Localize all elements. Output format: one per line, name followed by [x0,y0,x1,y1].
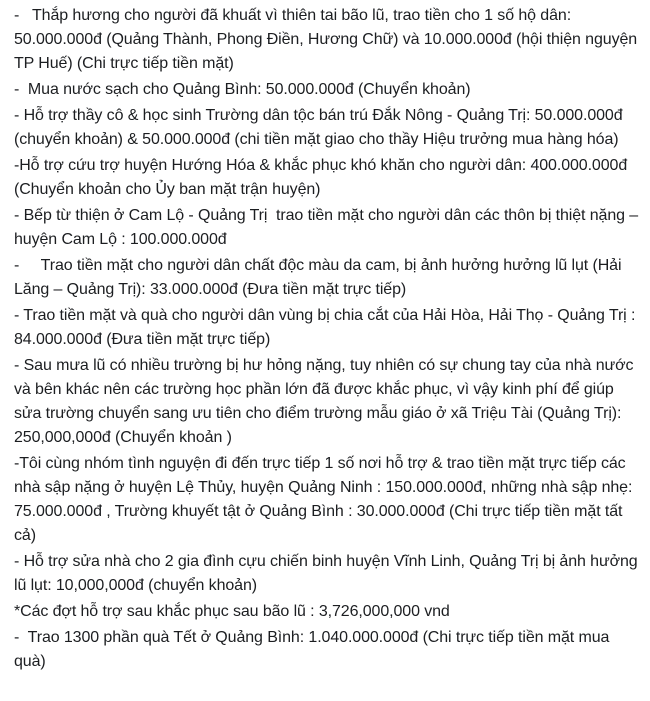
paragraph-huong-hoa-relief: -Hỗ trợ cứu trợ huyện Hướng Hóa & khắc phục khó khăn cho người dân: 400.000.000đ (Chuyển khoản cho Ủy ban mặt trận huyện) [14,157,632,198]
post-body [14,4,644,676]
paragraph-clean-water: - Mua nước sạch cho Quảng Bình: 50.000.000đ (Chuyển khoản) [14,81,471,98]
paragraph-incense-offering: - Thắp hương cho người đã khuất vì thiên tai bão lũ, trao tiền cho 1 số hộ dân: 50.000.000đ (Quảng Thành, Phong Điền, Hương Chữ) và 10.000.000đ (hội thiện nguyện TP Huế) (Chi trực tiếp tiền mặt) [14,7,642,72]
paragraph-total-summary: *Các đợt hỗ trợ sau khắc phục sau bão lũ : 3,726,000,000 vnd [14,603,450,620]
paragraph-tet-gifts: - Trao 1300 phần quà Tết ở Quảng Bình: 1.040.000.000đ (Chi trực tiếp tiền mặt mua quà) [14,629,614,670]
paragraph-veteran-houses: - Hỗ trợ sửa nhà cho 2 gia đình cựu chiến binh huyện Vĩnh Linh, Quảng Trị bị ảnh hưởng lũ lụt: 10,000,000đ (chuyển khoản) [14,553,642,594]
paragraph-volunteer-group: -Tôi cùng nhóm tình nguyện đi đến trực tiếp 1 số nơi hỗ trợ & trao tiền mặt trực tiếp các nhà sập nặng ở huyện Lệ Thủy, huyện Quảng Ninh : 150.000.000đ, những nhà sập nhẹ: 75.000.000đ , Trường khuyết tật ở Quảng Bình : 30.000.000đ (Chi trực tiếp tiền mặt tất cả) [14,455,637,544]
paragraph-trieu-tai-school: - Sau mưa lũ có nhiều trường bị hư hỏng nặng, tuy nhiên có sự chung tay của nhà nước và bên khác nên các trường học phần lớn đã được khắc phục, vì vậy kinh phí để giúp sửa trường chuyển sang ưu tiên cho điểm trường mẫu giáo ở xã Triệu Tài (Quảng Trị): 250,000,000đ (Chuyển khoản ) [14,357,638,446]
paragraph-agent-orange: - Trao tiền mặt cho người dân chất độc màu da cam, bị ảnh hưởng hưởng lũ lụt (Hải Lăng – Quảng Trị): 33.000.000đ (Đưa tiền mặt trực tiếp) [14,257,626,298]
paragraph-hai-hoa-hai-tho: - Trao tiền mặt và quà cho người dân vùng bị chia cắt của Hải Hòa, Hải Thọ - Quảng Trị : 84.000.000đ (Đưa tiền mặt trực tiếp) [14,307,640,348]
paragraph-cam-lo-kitchen: - Bếp từ thiện ở Cam Lộ - Quảng Trị trao tiền mặt cho người dân các thôn bị thiệt nặng – huyện Cam Lộ : 100.000.000đ [14,207,643,248]
paragraph-dak-nong-school: - Hỗ trợ thầy cô & học sinh Trường dân tộc bán trú Đắk Nông - Quảng Trị: 50.000.000đ (chuyển khoản) & 50.000.000đ (chi tiền mặt giao cho thầy Hiệu trưởng mua hàng hóa) [14,107,627,148]
